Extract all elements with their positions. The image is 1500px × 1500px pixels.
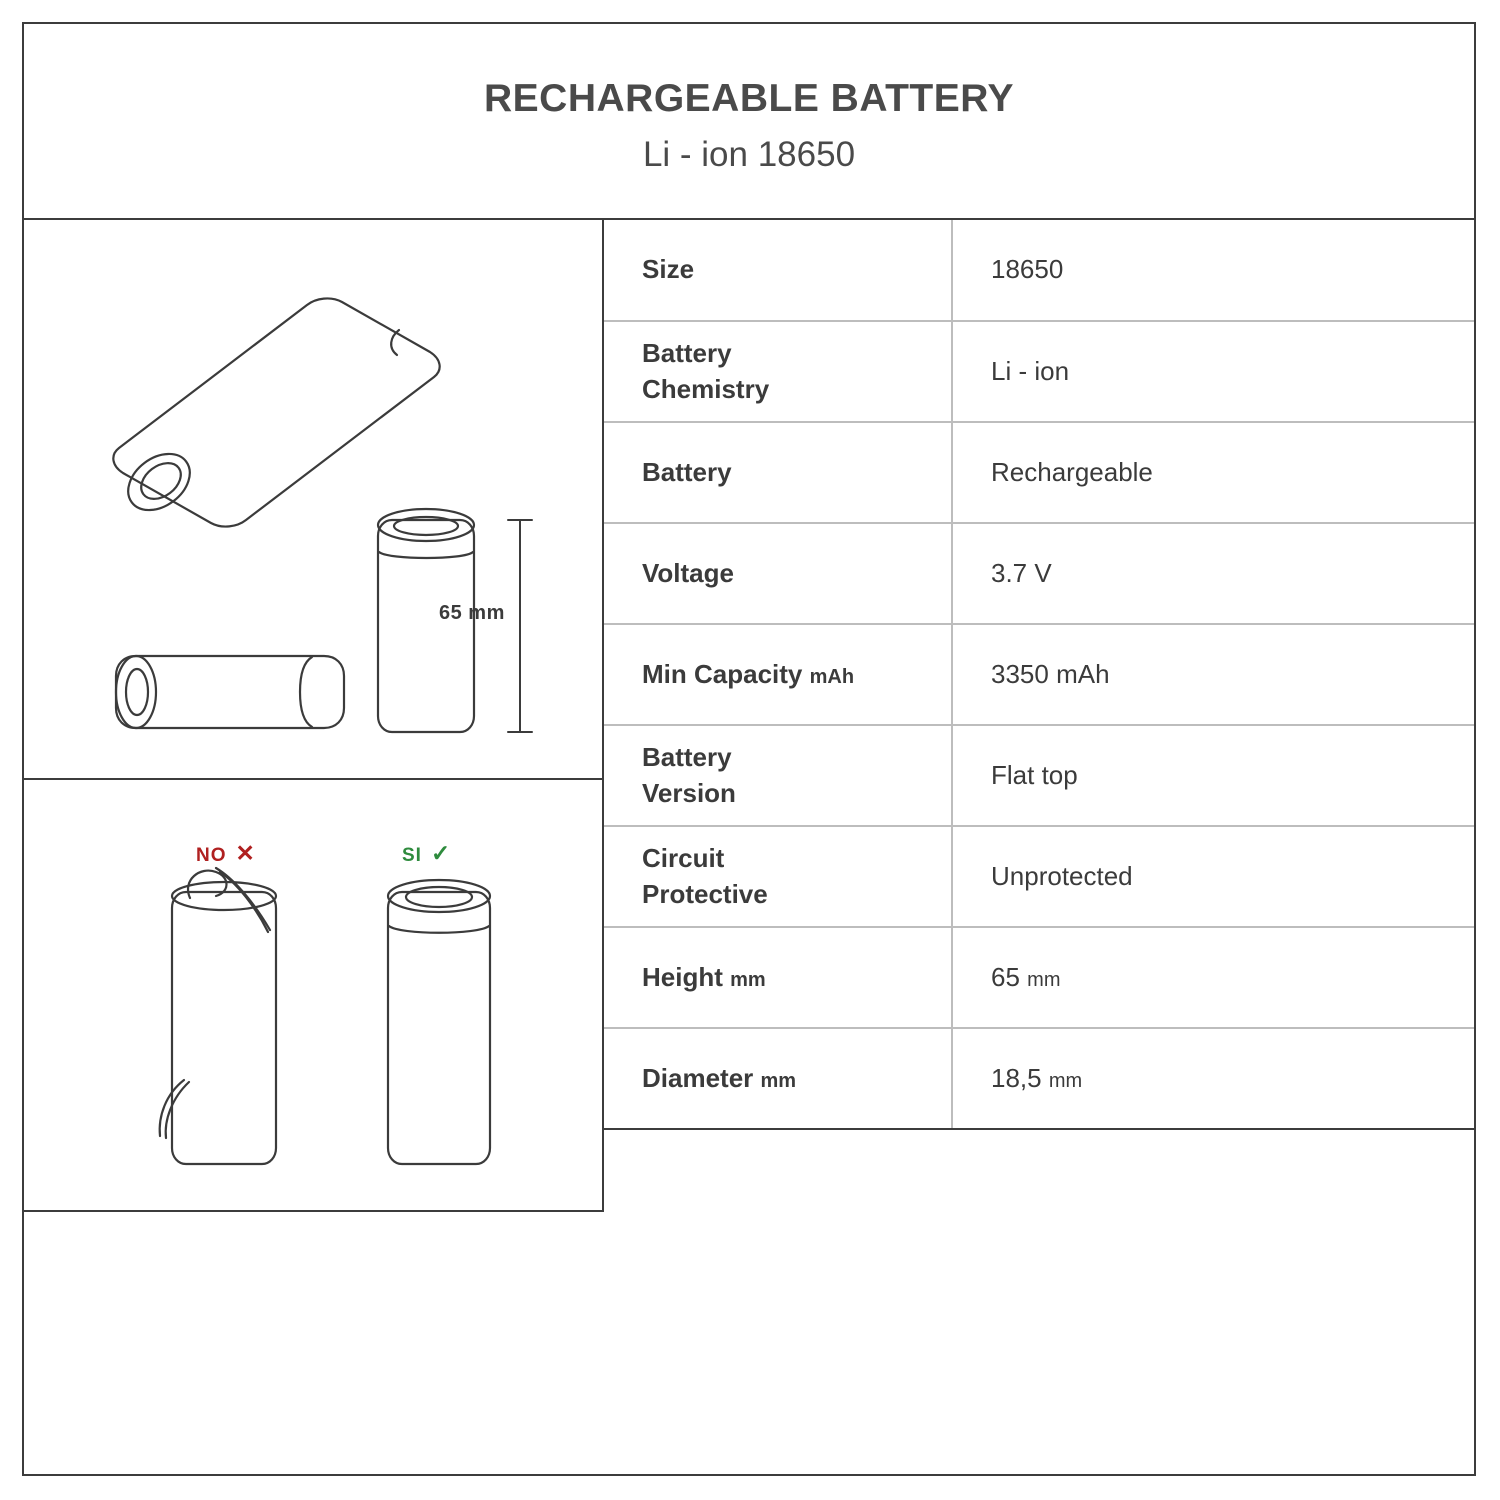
table-row	[604, 422, 1474, 523]
battery-horizontal-small	[116, 656, 344, 728]
battery-with-tabs	[160, 868, 276, 1164]
row-value-battery: Rechargeable	[952, 422, 1474, 523]
label-line-1: Circuit	[642, 843, 725, 874]
table-row	[604, 927, 1474, 1028]
badge-no-label: NO	[196, 845, 227, 866]
label-line-1: Battery	[642, 742, 732, 773]
value-unit: mm	[1027, 968, 1061, 991]
row-value-size: 18650	[952, 220, 1474, 321]
row-label-battery-version	[604, 725, 952, 826]
battery-isometric-large	[113, 298, 444, 526]
table-row	[604, 624, 1474, 725]
cross-icon: ✕	[235, 840, 256, 866]
label-line-2: Chemistry	[642, 373, 770, 404]
dimension-label: 65 mm	[439, 602, 505, 624]
row-value-battery-version: Flat top	[952, 725, 1474, 826]
row-label-height	[604, 927, 952, 1028]
table-row	[604, 1028, 1474, 1129]
label-unit: mm	[760, 1069, 797, 1092]
page-title: RECHARGEABLE BATTERY	[483, 77, 1014, 120]
row-value-voltage: 3.7 V	[952, 523, 1474, 624]
row-label-voltage: Voltage	[604, 523, 952, 624]
spec-sheet	[22, 22, 1476, 1476]
battery-clean	[388, 880, 490, 1164]
footer-blank-area	[24, 1212, 1474, 1474]
page-subtitle: Li - ion 18650	[642, 135, 856, 174]
row-label-battery: Battery	[604, 422, 952, 523]
label-unit: mm	[730, 968, 766, 991]
battery-drawings	[24, 220, 602, 778]
table-row	[604, 826, 1474, 927]
row-label-diameter	[604, 1028, 952, 1129]
row-label-min-capacity	[604, 624, 952, 725]
comparison-drawings	[24, 780, 602, 1210]
battery-illustration-panel	[24, 220, 604, 780]
usage-comparison-panel	[24, 780, 604, 1212]
value-text: 65	[991, 961, 1020, 992]
table-row	[604, 321, 1474, 422]
row-value-circuit-protective: Unprotected	[952, 826, 1474, 927]
label-text: Diameter	[642, 1062, 754, 1093]
label-line-2: Protective	[642, 878, 768, 909]
label-text: Min Capacity	[642, 658, 803, 689]
table-row	[604, 523, 1474, 624]
check-icon: ✓	[430, 840, 452, 866]
row-label-size: Size	[604, 220, 952, 321]
row-value-min-capacity: 3350 mAh	[952, 624, 1474, 725]
row-label-battery-chemistry	[604, 321, 952, 422]
header	[24, 24, 1474, 220]
badge-no	[196, 840, 256, 867]
value-unit: mm	[1048, 1069, 1083, 1092]
row-value-diameter	[952, 1028, 1474, 1129]
row-value-battery-chemistry: Li - ion	[952, 321, 1474, 422]
label-text: Height	[642, 961, 723, 992]
label-unit: mAh	[809, 665, 855, 688]
label-line-2: Version	[642, 777, 736, 808]
table-row	[604, 220, 1474, 321]
table-row	[604, 725, 1474, 826]
badge-si	[402, 840, 451, 867]
row-value-height	[952, 927, 1474, 1028]
label-line-1: Battery	[642, 338, 732, 369]
dimension-line	[508, 520, 532, 732]
row-label-circuit-protective	[604, 826, 952, 927]
specification-table	[604, 220, 1474, 1130]
badge-si-label: SI	[402, 845, 422, 866]
value-text: 18,5	[991, 1062, 1042, 1093]
